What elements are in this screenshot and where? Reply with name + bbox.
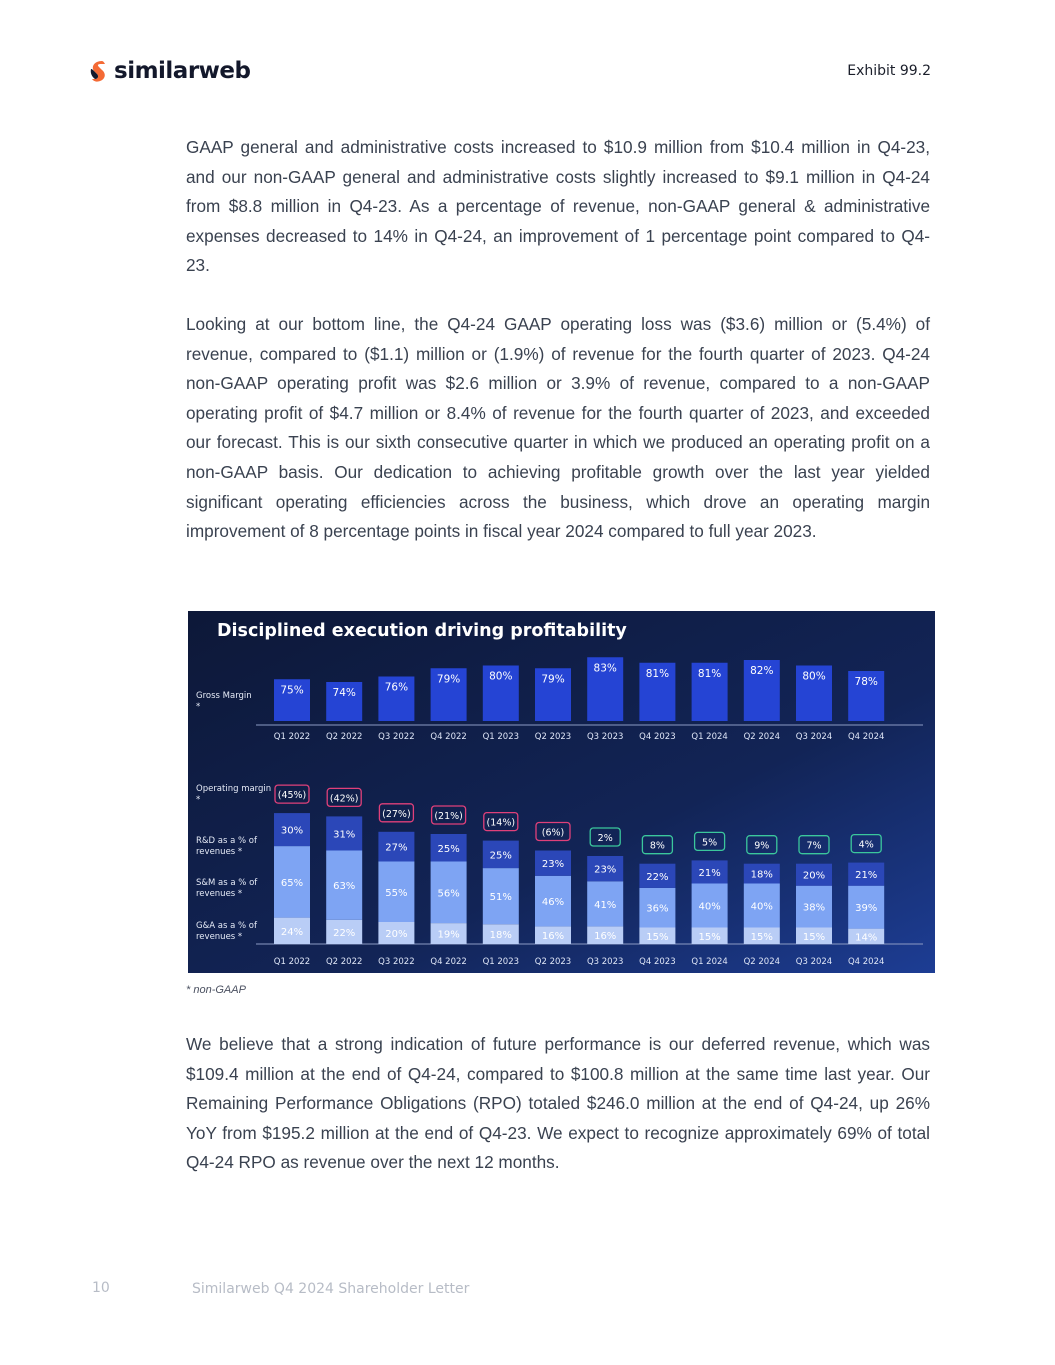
row-label-rd: R&D as a % of revenues * [196,836,258,857]
row-label-operating-margin: Operating margin * [196,784,272,805]
chart-title: Disciplined execution driving profitability [217,621,627,641]
gm-axis-tick-label: Q2 2023 [534,732,572,742]
sm-segment-label: 55% [385,887,408,899]
row-label-sm: S&M as a % of revenues * [196,878,258,899]
opex-axis-tick-label: Q3 2023 [586,957,624,967]
operating-margin-label: 5% [702,837,718,849]
operating-margin-label: (42%) [329,793,359,805]
rd-segment-label: 18% [750,869,773,881]
operating-margin-label: (6%) [541,827,565,839]
ga-segment-label: 20% [385,929,408,940]
operating-margin-label: 9% [754,840,770,852]
opex-axis-tick-label: Q1 2024 [691,957,728,967]
gm-axis-tick-label: Q3 2022 [378,732,415,742]
rd-segment-label: 25% [437,843,460,855]
operating-margin-label: (14%) [486,817,516,829]
gm-axis-tick-label: Q4 2022 [430,732,467,742]
sm-segment-label: 39% [855,903,878,915]
profitability-chart [188,611,935,973]
paragraph-deferred-revenue: We believe that a strong indication of future performance is our deferred revenue, which was $109.4 million at the end of Q4-24, compared to $100.8 million at the same time last year. Our Remaining Performance Obligations (RPO) totaled $246.0 million at the end of Q4-24, up 26% YoY from $195.2 million at the end of Q4-23. We expect to recognize approximately 69% of total Q4-24 RPO as revenue over the next 12 months. [186,1034,930,1173]
gm-axis-tick-label: Q1 2022 [273,732,311,742]
operating-margin-label: (27%) [382,808,411,820]
sm-segment-label: 51% [489,892,512,904]
rd-segment-label: 20% [802,870,826,882]
gross-margin-value-label: 83% [593,662,617,675]
chart-svg [188,611,935,973]
gm-axis-tick-label: Q4 2023 [639,732,676,742]
ga-segment-label: 19% [437,929,460,941]
sm-segment-label: 46% [541,897,565,909]
sm-segment-label: 36% [646,903,669,915]
rd-segment-label: 23% [541,859,565,871]
opex-axis-tick-label: Q3 2024 [795,957,833,967]
operating-margin-label: 4% [858,839,874,851]
opex-axis-tick-label: Q2 2023 [534,957,572,967]
ga-segment-label: 14% [855,932,878,944]
operating-margin-label: 7% [806,840,822,852]
gross-margin-value-label: 79% [541,673,565,686]
gross-margin-value-label: 79% [436,673,461,686]
opex-axis-tick-label: Q4 2024 [847,957,885,967]
rd-segment-label: 25% [489,850,512,862]
rd-segment-label: 31% [333,829,356,841]
gross-margin-value-label: 74% [332,687,356,699]
gross-margin-value-label: 75% [280,684,304,697]
page-number: 10 [92,1280,110,1296]
ga-segment-label: 16% [594,931,617,943]
chart-footnote: * non-GAAP [186,984,246,996]
gross-margin-value-label: 80% [802,670,826,683]
opex-axis-tick-label: Q3 2022 [378,957,415,967]
gm-axis-tick-label: Q1 2024 [691,732,728,742]
row-label-ga: G&A as a % of revenues * [196,921,257,942]
ga-segment-label: 15% [750,931,773,943]
ga-segment-label: 15% [802,931,826,943]
opex-axis-tick-label: Q2 2024 [743,957,781,967]
sm-segment-label: 56% [437,888,460,900]
gm-axis-tick-label: Q2 2022 [325,732,363,742]
footer-title: Similarweb Q4 2024 Shareholder Letter [192,1281,470,1297]
sm-segment-label: 65% [280,877,304,889]
gm-axis-tick-label: Q4 2024 [847,732,885,742]
sm-segment-label: 40% [698,901,721,913]
ga-segment-label: 24% [280,926,304,938]
ga-segment-label: 22% [333,927,356,939]
gross-margin-value-label: 80% [489,670,513,683]
rd-segment-label: 30% [280,825,304,837]
gross-margin-value-label: 82% [750,665,774,677]
paragraph-bottom-line: Looking at our bottom line, the Q4-24 GAAP operating loss was ($3.6) million or (5.4%) of revenue, compared to ($1.1) million or (1.9%) of revenue for the fourth quarter of 2023. Q4-24 non-GAAP operating profit was $2.6 million or 3.9% of revenue, compared to a non-GAAP operating profit of $4.7 million or 8.4% of revenue for the fourth quarter of 2023, and exceeded our forecast. This is our sixth consecutive quarter in which we produced an operating profit on a non-GAAP basis. Our dedication to achieving profitable growth over the last year yielded significant operating efficiencies across the business, which drove an operating margin improvement of 8 percentage points in fiscal year 2024 compared to full year 2023. [186,314,930,542]
operating-margin-label: (21%) [434,811,463,822]
gm-axis-tick-label: Q3 2024 [795,732,833,742]
operating-margin-label: 2% [597,833,613,844]
rd-segment-label: 27% [385,842,408,854]
rd-segment-label: 23% [594,864,617,876]
opex-axis-tick-label: Q2 2022 [325,957,363,967]
exhibit-label: Exhibit 99.2 [847,63,931,79]
gm-axis-tick-label: Q3 2023 [586,732,624,742]
opex-axis-tick-label: Q1 2023 [482,957,520,967]
logo [88,58,250,84]
similarweb-logo-icon [88,59,110,83]
ga-segment-label: 15% [646,931,669,943]
gross-margin-value-label: 81% [645,667,670,680]
gross-margin-value-label: 81% [697,667,722,680]
gross-margin-value-label: 78% [854,676,878,688]
logo-text: similarweb [114,58,251,84]
opex-axis-tick-label: Q1 2022 [273,957,311,967]
operating-margin-label: 8% [649,840,665,852]
gm-axis-tick-label: Q1 2023 [482,732,520,742]
gross-margin-value-label: 76% [384,681,409,694]
ga-segment-label: 18% [489,930,512,942]
sm-segment-label: 40% [750,901,773,913]
gm-axis-tick-label: Q2 2024 [743,732,781,742]
ga-segment-label: 16% [541,931,565,943]
operating-margin-label: (45%) [277,790,307,802]
rd-segment-label: 22% [646,871,669,883]
sm-segment-label: 41% [594,899,617,911]
sm-segment-label: 38% [802,902,826,914]
ga-segment-label: 15% [698,931,721,943]
sm-segment-label: 63% [333,881,356,893]
rd-segment-label: 21% [855,870,878,882]
paragraph-ga-costs: GAAP general and administrative costs increased to $10.9 million from $10.4 million in Q4-23, and our non-GAAP general and administrative costs slightly increased to $9.1 million in Q4-24 from $8.8 million in Q4-23. As a percentage of revenue, non-GAAP general & administrative expenses decreased to 14% in Q4-24, an improvement of 1 percentage point compared to Q4-23. [186,137,930,276]
rd-segment-label: 21% [698,867,721,879]
opex-axis-tick-label: Q4 2022 [430,957,467,967]
opex-axis-tick-label: Q4 2023 [639,957,676,967]
row-label-gross-margin: Gross Margin * [196,691,252,712]
